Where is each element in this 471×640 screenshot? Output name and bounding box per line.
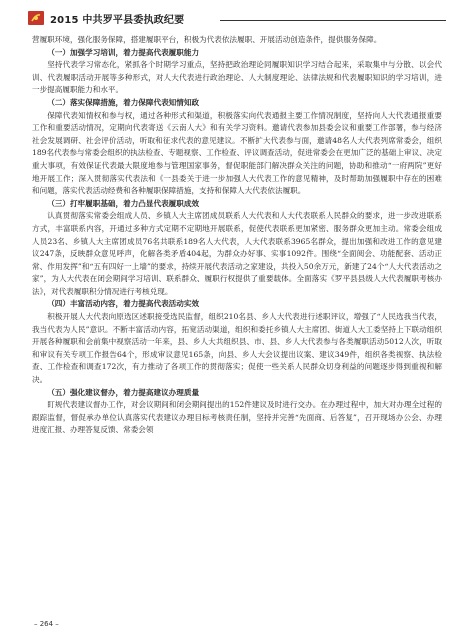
party-emblem-icon <box>28 10 44 24</box>
section-heading-2: （二）落实保障措施，着力保障代表知情知政 <box>47 97 200 107</box>
section-3-paragraph: 认真贯彻落实常委会组成人员、乡镇人大主席团成员联系人大代表和人大代表联系人民群众的要求，进一步改进联系方式，丰富联系内容，开通过多种方式定期不定期地开展联系，促使代表联系更加紧密、服务群众更加主动。常委会组成人员23名、乡镇人大主席团成员76名共联系189名人大代表，人大代表联系3965名群众，提出加强和改进工作的意见建议247条，反映群众意见呼声，化解各类矛盾404起，为群众办好事、实事1092件。围绕“全面阅会、功能配套、活动正常、作用发挥”和“五有四好一上墙”的要求，持续开展代表活动之家建设，共投入50余万元，新建了24个“人大代表活动之家”，为人大代表在闭会期间学习培训、联系群众、履职行权提供了重要载体。全面落实《罗平县县级人大代表履职考核办法》，对代表履职积分情况进行考核兑现。 <box>32 211 442 296</box>
section-heading-5: （五）强化建议督办，着力提高建议办理质量 <box>47 387 200 397</box>
section-2-paragraph: 保障代表知情权和参与权，通过各种形式和渠道，积极落实向代表通报主要工作情况制度，坚持向人大代表通报重要工作和重要活动情况，定期向代表寄送《云南人大》和有关学习资料。邀请代表参加县委会议和重要工作部署，参与经济社会发展调研、社会评价活动，听取和征求代表的意见建议。不断扩大代表参与面，邀请48名人大代表列席常委会，组织189名代表参与常委会组织的执法检查、专题视察、工作检查、评议调查活动，促进常委会在更加广泛的基础上审议、决定重大事项，有效保证代表最大限度地参与管理国家事务，督促职能部门解决群众关注的问题，协助和推动“一府两院”更好地开展工作；深入贯彻落实代表法和《一县委关于进一步加强人大代表工作的意见精神，及时帮助加强履职中存在的困难和问题，落实代表活动经费和各种履职保障措施，支持和保障人大代表依法履职。 <box>32 110 442 196</box>
page-number: – 264 – <box>34 620 59 628</box>
section-4-paragraph: 积极开展人大代表向原选区述职接受选民监督，组织210名县、乡人大代表进行述职评议，增强了“人民选我当代表，我当代表为人民”意识。不断丰富活动内容，拓宽活动渠道，组织和委托乡镇人大主席团、街道人大工委坚持上下联动组织开展各种履职和会前集中视察活动一年来，县、乡人大共组织县、市、县、乡人大代表参与各类履职活动5012人次，听取和审议有关专项工作报告64个，形成审议意见165条，向县、乡人大会议提出议案、建议349件，组织各类视察、执法检查、工作检查和调查172次，有力推动了各项工作的贯彻落实；促使一些关系人民群众切身利益的问题逐步得到重视和解决。 <box>32 312 442 385</box>
section-heading-4: （四）丰富活动内容，着力提高代表活动实效 <box>47 299 200 309</box>
section-5-paragraph: 盯规代表建议督办工作，对会议期间和闭会期间提出的152件建议及时进行交办。在办理过程中，加大对办理全过程的跟踪监督，督促承办单位认真落实代表建议办理目标考核责任制，坚持并完善“先面商、后答复”，召开现场办公会、办理进度汇报、办理答复反馈、常委会领 <box>32 400 442 435</box>
header-rule <box>220 20 446 21</box>
section-heading-3: （三）打牢履职基础，着力凸显代表履职成效 <box>47 198 200 208</box>
continued-paragraph: 营履职环境，强化服务保障，搭建履职平台，积极为代表依法履职、开展活动创造条件，提供服务保障。 <box>32 35 382 44</box>
page-header <box>28 8 446 30</box>
section-heading-1: （一）加强学习培训，着力提高代表履职能力 <box>47 47 200 57</box>
section-1-paragraph: 坚持代表学习常态化，紧抓各个时期学习重点，坚持把政治理论同履职知识学习结合起来，采取集中与分散、以会代训、代表履职活动开展等多种形式，对人大代表进行政治理论、人大制度理论、法律法规和代表履职知识的学习培训，进一步提高履职能力和水平。 <box>32 60 442 95</box>
running-title: 2015 中共罗平县委执政纪要 <box>50 15 185 26</box>
article-body <box>32 34 442 437</box>
